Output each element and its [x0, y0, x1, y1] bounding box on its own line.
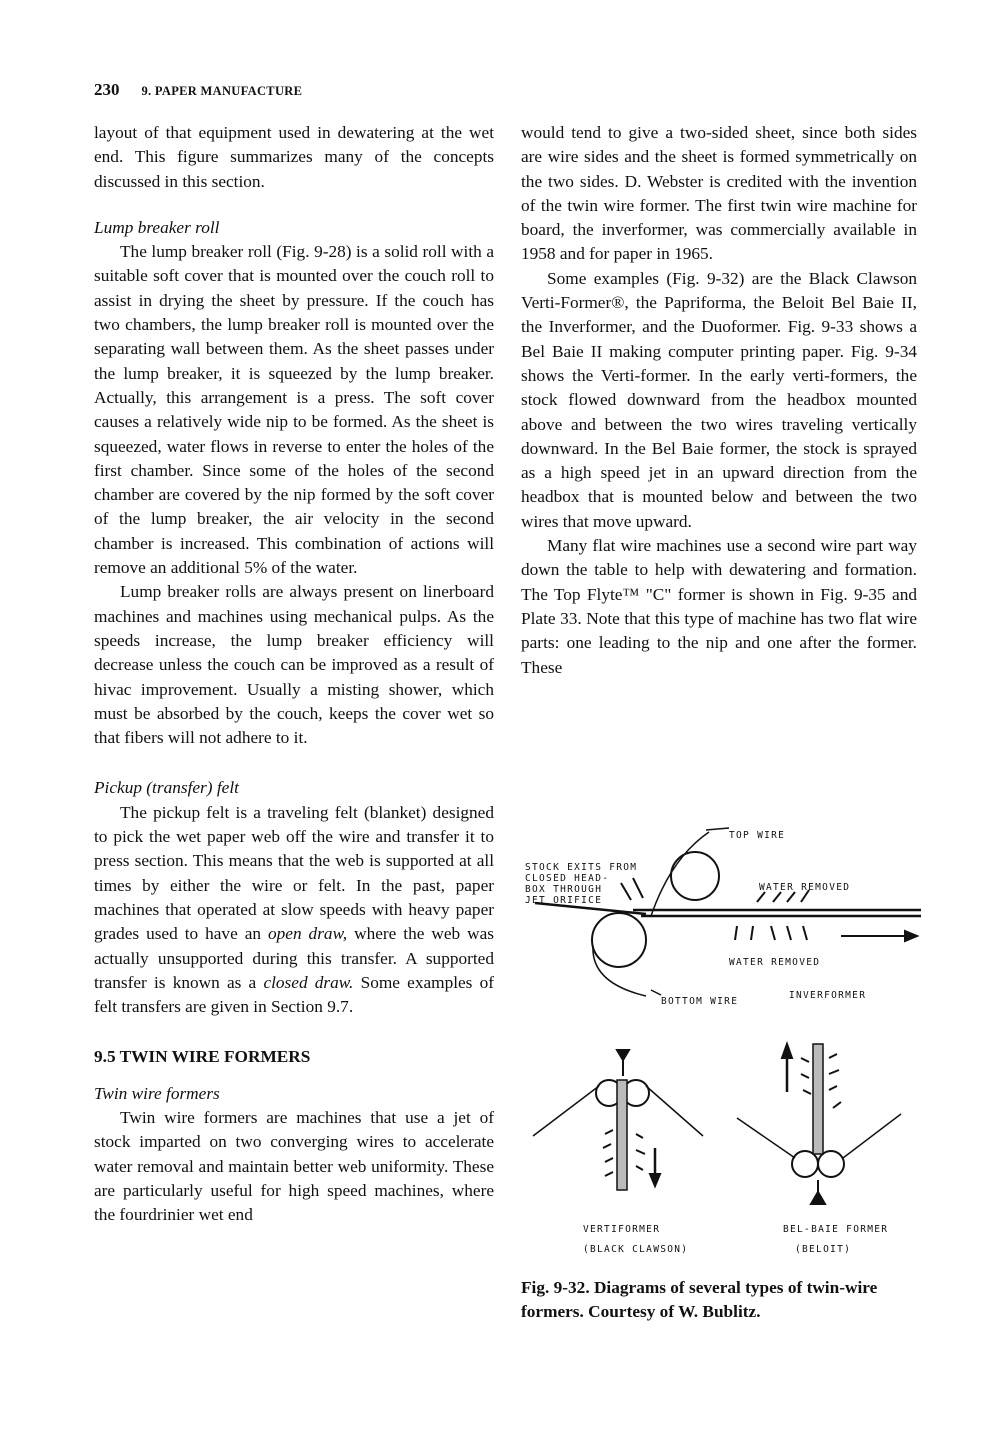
section-heading: 9.5 TWIN WIRE FORMERS: [94, 1047, 311, 1067]
paragraph-intro: layout of that equipment used in dewatering at the wet end. This figure summarizes many of the concepts discussed in this section.: [94, 123, 494, 191]
jet-lines: [621, 878, 643, 900]
verti-headbox-tip: [617, 1050, 629, 1060]
top-wire-line: [651, 832, 709, 916]
belbaie-forming-zone: [813, 1044, 823, 1154]
label-black-clawson: (BLACK CLAWSON): [583, 1244, 689, 1255]
term-open-draw: open draw,: [268, 924, 348, 944]
belbaie-headbox-tip: [811, 1192, 825, 1204]
paragraph-twin-wire: Twin wire formers are machines that use a jet of stock imparted on two converging wires to accelerate water removal and maintain better web uniformity. These are particularly useful for high speed machines, where the fourdrinier wet end: [94, 1107, 494, 1225]
verti-left-wire: [533, 1086, 599, 1136]
inverformer-diagram: [535, 828, 921, 996]
twin-wire-diagram: [521, 818, 921, 1278]
subheading-lump-breaker: Lump breaker roll: [94, 217, 220, 237]
left-column: [94, 121, 494, 1227]
subheading-pickup-felt: Pickup (transfer) felt: [94, 778, 239, 798]
verti-flow-arrowhead: [650, 1174, 660, 1186]
water-marks-bottom: [735, 926, 807, 940]
vertiformer-diagram: [533, 1050, 703, 1190]
subheading-twin-wire: Twin wire formers: [94, 1083, 220, 1103]
belbaie-right-wire: [843, 1114, 901, 1158]
paragraph-right-3: Many flat wire machines use a second wire part way down the table to help with dewatering and formation. The Top Flyte™ "C" former is shown in Fig. 9-35 and Plate 33. Note that this type of machine has two flat wire parts: one leading to the nip and one after the former. These: [521, 536, 917, 677]
label-stock-3: BOX THROUGH: [525, 884, 603, 895]
bottom-roll: [592, 913, 646, 967]
label-bottom-wire: BOTTOM WIRE: [661, 996, 739, 1007]
page-number: 230: [94, 80, 120, 99]
label-stock-4: JET ORIFICE: [525, 895, 603, 906]
chapter-title: 9. PAPER MANUFACTURE: [141, 84, 303, 98]
page-header: [94, 80, 302, 100]
label-vertiformer: VERTIFORMER: [583, 1224, 661, 1235]
right-column: [521, 121, 917, 680]
label-stock-2: CLOSED HEAD-: [525, 873, 610, 884]
bottom-wire-pointer: [651, 990, 661, 995]
verti-right-wire: [646, 1086, 703, 1136]
belbaie-left-wire: [737, 1118, 795, 1158]
label-stock-1: STOCK EXITS FROM: [525, 862, 638, 873]
belbaie-flow-arrowhead: [782, 1044, 792, 1058]
label-water-removed-top: WATER REMOVED: [759, 882, 851, 893]
bottom-wire-line: [593, 946, 646, 996]
label-bel-baie: BEL-BAIE FORMER: [783, 1224, 889, 1235]
belbaie-left-roll: [792, 1151, 818, 1177]
verti-forming-zone: [617, 1080, 627, 1190]
paragraph-right-1: would tend to give a two-sided sheet, since both sides are wire sides and the sheet is formed symmetrically on the two sides. D. Webster is credited with the invention of the twin wire former. The first twin wire machine for board, the inverformer, was commercially available in 1958 and for paper in 1965.: [521, 123, 917, 264]
bel-baie-diagram: [737, 1044, 901, 1204]
label-top-wire: TOP WIRE: [729, 830, 786, 841]
label-inverformer: INVERFORMER: [789, 990, 867, 1001]
paragraph-lump-2: Lump breaker rolls are always present on linerboard machines and machines using mechanical pulps. As the speeds increase, the lump breaker efficiency will decrease unless the couch can be improved as a result of hivac improvement. Usually a misting shower, which must be absorbed by the couch, keeps the cover wet so that fibers will not adhere to it.: [94, 582, 494, 748]
top-wire-pointer: [706, 828, 729, 830]
belbaie-right-roll: [818, 1151, 844, 1177]
paragraph-lump-1: The lump breaker roll (Fig. 9-28) is a solid roll with a suitable soft cover that is mounted over the couch roll to assist in drying the sheet by pressure. If the couch has two chambers, the lump breaker roll is mounted over the separating wall between them. As the sheet passes under the lump breaker, it is squeezed by the lump breaker. Actually, this arrangement is a press. The soft cover causes a relatively wide nip to be formed. As the sheet is squeezed, water flows in reverse to enter the holes of the first chamber. Since some of the holes of the second chamber are covered by the nip formed by the soft cover of the lump breaker, the air velocity in the second chamber is increased. This combination of actions will remove an additional 5% of the water.: [94, 242, 494, 578]
direction-arrowhead: [905, 931, 917, 941]
paragraph-pickup: The pickup felt is a traveling felt (blanket) designed to pick the wet paper web off the wire and transfer it to press section. This means that the web is supported at all times by either the wire or felt. In the past, paper machines that operated at slow speeds with heavy paper grades used to have an open draw, where the web was actually unsupported during this transfer. A supported transfer is known as a closed draw. Some examples of felt transfers are given in Section 9.7.: [94, 802, 495, 1017]
label-water-removed-bottom: WATER REMOVED: [729, 957, 821, 968]
term-closed-draw: closed draw.: [263, 972, 354, 992]
label-beloit: (BELOIT): [795, 1244, 852, 1255]
figure-twin-wire-formers: [521, 818, 921, 1278]
top-roll: [671, 852, 719, 900]
figure-caption: Fig. 9-32. Diagrams of several types of twin-wire formers. Courtesy of W. Bublitz.: [521, 1278, 878, 1321]
paragraph-right-2: Some examples (Fig. 9-32) are the Black Clawson Verti-Former®, the Papriforma, the Beloit Bel Baie II, the Inverformer, and the Duoformer. Fig. 9-33 shows a Bel Baie II making computer printing paper. Fig. 9-34 shows the Verti-former. In the early verti-formers, the stock flowed downward from the headbox mounted above and between the two wires traveling vertically downward. In the Bel Baie former, the stock is sprayed as a high speed jet in an upward direction from the headbox that is mounted below and between the two wires that move upward.: [521, 268, 917, 531]
